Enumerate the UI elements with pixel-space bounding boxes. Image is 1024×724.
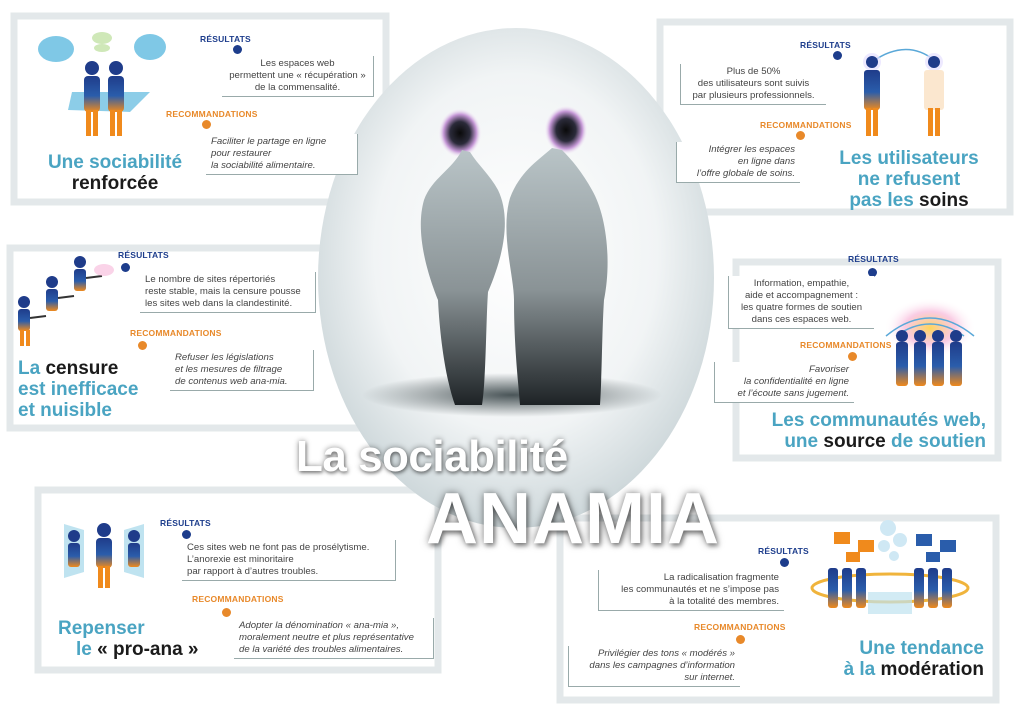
results-label: RÉSULTATS [160, 518, 211, 528]
title-moderation: Une tendance à la modération [843, 638, 984, 680]
recommendations-text-censorship: Refuser les législations et les mesures de filtrage de contenus web ana-mia. [170, 350, 314, 391]
results-text-censorship: Le nombre de sites répertoriés reste stable, mais la censure pousse les sites web dans la clandestinité. [140, 272, 316, 313]
title-communities: Les communautés web, une source de soutien [771, 410, 986, 452]
title-users: Les utilisateurs ne refusent pas les soins [839, 148, 979, 211]
recommendations-dot-icon [222, 608, 231, 617]
results-label: RÉSULTATS [800, 40, 851, 50]
recommendations-text-sociability: Faciliter le partage en ligne pour restaurer la sociabilité alimentaire. [206, 134, 358, 175]
recommendations-label: RECOMMANDATIONS [166, 109, 258, 119]
results-dot-icon [233, 45, 242, 54]
recommendations-label: RECOMMANDATIONS [800, 340, 892, 350]
results-label: RÉSULTATS [118, 250, 169, 260]
recommendations-dot-icon [796, 131, 805, 140]
title-proana: Repenser le « pro-ana » [58, 618, 199, 660]
results-text-moderation: La radicalisation fragmente les communautés et ne s’impose pas à la totalité des membres. [598, 570, 784, 611]
recommendations-label: RECOMMANDATIONS [130, 328, 222, 338]
recommendations-dot-icon [848, 352, 857, 361]
patient-doctor-icon [863, 49, 944, 136]
results-dot-icon [182, 530, 191, 539]
main-subtitle: ANAMIA [426, 479, 720, 559]
people-at-computers-icon [18, 256, 114, 346]
recommendations-label: RECOMMANDATIONS [694, 622, 786, 632]
ground-shadow [362, 373, 662, 417]
results-label: RÉSULTATS [848, 254, 899, 264]
results-label: RÉSULTATS [200, 34, 251, 44]
community-group-icon [884, 298, 976, 386]
crowd-with-signs-icon [812, 520, 968, 614]
results-dot-icon [780, 558, 789, 567]
recommendations-text-moderation: Privilégier des tons « modérés » dans les campagnes d’information sur internet. [568, 646, 740, 687]
results-text-sociability: Les espaces web permettent une « récupération » de la commensalité. [222, 56, 374, 97]
results-dot-icon [121, 263, 130, 272]
recommendations-dot-icon [138, 341, 147, 350]
recommendations-text-users: Intégrer les espaces en ligne dans l’offre globale de soins. [676, 142, 800, 183]
title-censorship: La censure est inefficace et nuisible [18, 358, 139, 421]
results-text-communities: Information, empathie, aide et accompagnement : les quatre formes de soutien dans ces espaces web. [728, 276, 874, 329]
recommendations-text-proana: Adopter la dénomination « ana-mia », moralement neutre et plus représentative de la variété des troubles alimentaires. [234, 618, 434, 659]
results-text-users: Plus de 50% des utilisateurs sont suivis par plusieurs professionnels. [680, 64, 826, 105]
two-people-talking-icon [38, 32, 166, 136]
recommendations-label: RECOMMANDATIONS [760, 120, 852, 130]
title-sociability: Une sociabilité renforcée [47, 152, 183, 194]
results-text-proana: Ces sites web ne font pas de prosélytisme. L’anorexie est minoritaire par rapport à d’autres troubles. [182, 540, 396, 581]
main-title: La sociabilité [296, 432, 568, 481]
recommendations-dot-icon [736, 635, 745, 644]
recommendations-label: RECOMMANDATIONS [192, 594, 284, 604]
results-label: RÉSULTATS [758, 546, 809, 556]
mirror-figures-icon [64, 523, 144, 588]
recommendations-dot-icon [202, 120, 211, 129]
recommendations-text-communities: Favoriser la confidentialité en ligne et l’écoute sans jugement. [714, 362, 854, 403]
results-dot-icon [833, 51, 842, 60]
